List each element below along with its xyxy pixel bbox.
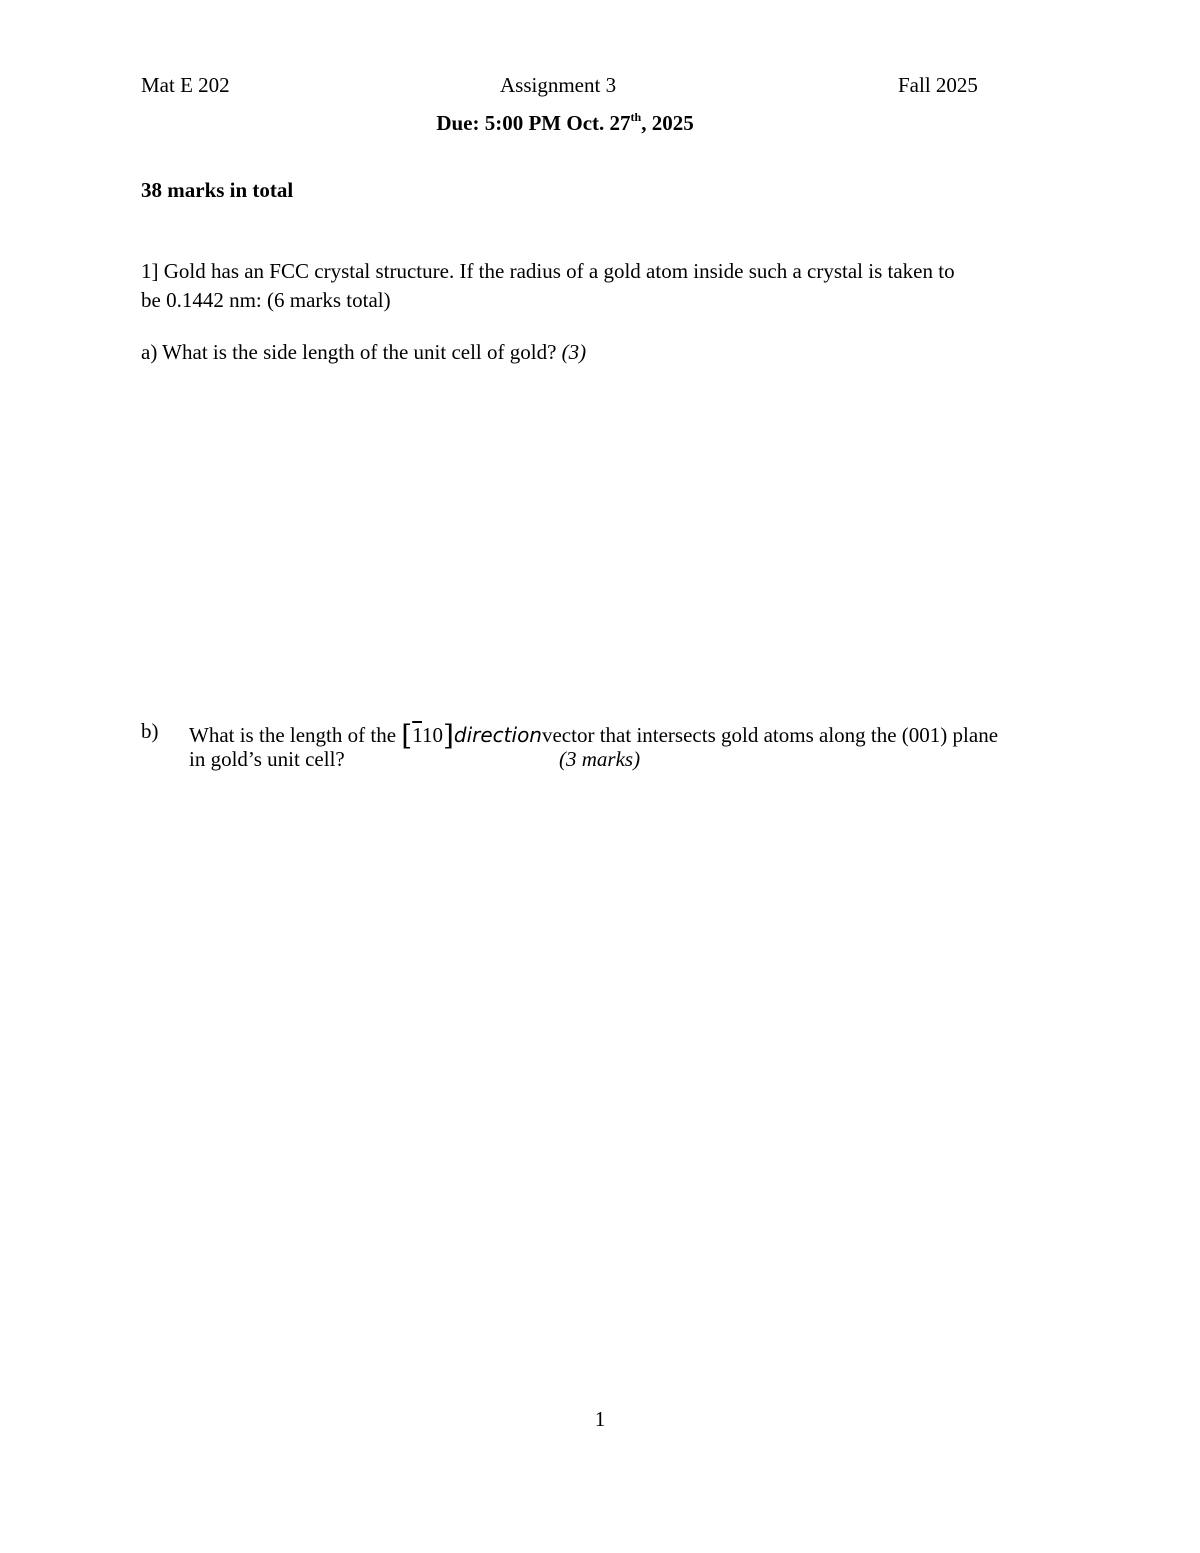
question-1b-text-before: What is the length of the: [189, 723, 402, 747]
question-1b-marks: (3 marks): [559, 747, 641, 771]
miller-bracket-close: ]: [442, 719, 454, 752]
miller-index-bar: 1: [412, 723, 422, 747]
assignment-title: Assignment 3: [500, 73, 617, 97]
term: Fall 2025: [898, 73, 978, 97]
miller-index-rest: 10: [421, 723, 443, 747]
due-date-ordinal: th: [630, 110, 642, 124]
question-1b-label: b): [141, 719, 159, 743]
question-1b-text-after: vector that intersects gold atoms along the (001) plane: [541, 723, 999, 747]
math-direction-word: direction: [453, 723, 542, 747]
question-1-intro-line-1: 1] Gold has an FCC crystal structure. If the radius of a gold atom inside such a crystal is taken to: [141, 259, 955, 283]
due-date-year: , 2025: [641, 111, 694, 135]
course-code: Mat E 202: [141, 73, 230, 97]
question-1b-line-2-text: in gold’s unit cell?: [189, 747, 345, 771]
question-1b-line-2: [189, 747, 641, 772]
due-date: [0, 111, 1130, 136]
question-1a-marks: (3): [561, 340, 587, 364]
due-date-text: Due: 5:00 PM Oct. 27: [436, 111, 631, 135]
miller-bracket-open: [: [401, 719, 413, 752]
question-1-intro-line-2: be 0.1442 nm: (6 marks total): [141, 288, 391, 312]
question-1a: [141, 340, 586, 365]
page-number: 1: [594, 1407, 606, 1431]
question-1a-text: a) What is the side length of the unit cell of gold?: [141, 340, 562, 364]
total-marks: 38 marks in total: [141, 178, 294, 202]
